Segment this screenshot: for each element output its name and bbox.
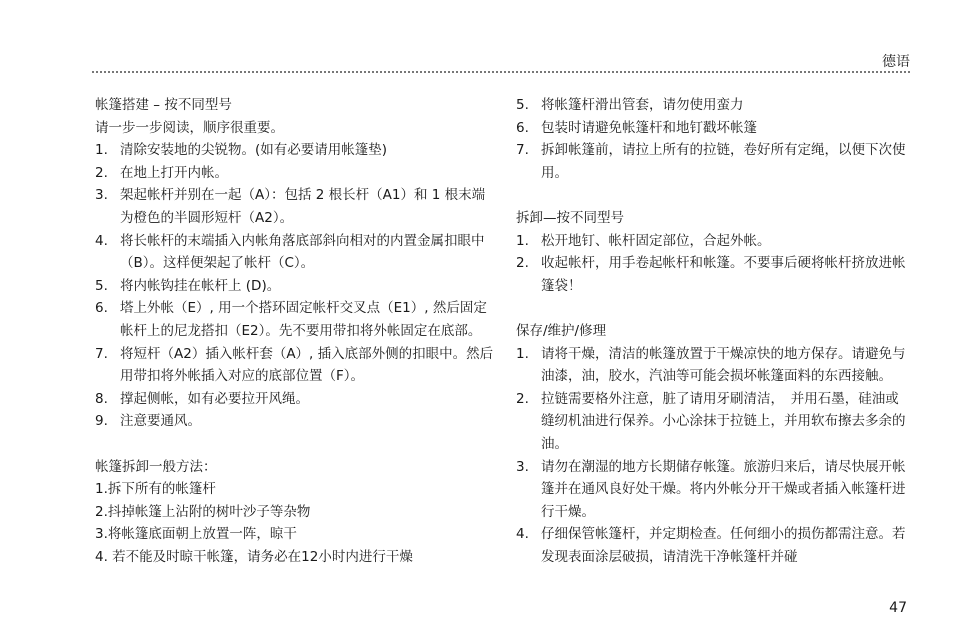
item-text: 收起帐杆，用手卷起帐杆和帐篷。不要事后硬将帐杆挤放进帐篷袋！ bbox=[541, 255, 906, 294]
general-removal-line: 4. 若不能及时晾干帐篷，请务必在12小时内进行干燥 bbox=[95, 548, 413, 565]
item-text: 在地上打开内帐。 bbox=[120, 164, 228, 181]
list-item bbox=[95, 230, 495, 275]
section-spacer bbox=[516, 184, 912, 207]
item-text: 拉链需要格外注意，脏了请用牙刷清洁， 并用石墨，硅油或缝纫机油进行保养。小心涂抹于拉链上，并用软布擦去多余的油。 bbox=[541, 390, 906, 452]
item-number: 8. bbox=[95, 390, 108, 407]
list-item bbox=[516, 456, 912, 524]
left-column bbox=[95, 94, 495, 568]
item-number: 1. bbox=[516, 232, 529, 249]
item-text: 将帐篷杆滑出管套，请勿使用蛮力 bbox=[541, 97, 744, 113]
general-removal-line: 3.将帐篷底面朝上放置一阵，晾干 bbox=[95, 526, 297, 543]
item-number: 1. bbox=[516, 345, 529, 362]
item-text: 请勿在潮湿的地方长期储存帐篷。旅游归来后，请尽快展开帐篷并在通风良好处干燥。将内外帐分开干燥或者插入帐篷杆进行干燥。 bbox=[541, 458, 906, 520]
list-item bbox=[95, 139, 495, 162]
item-text: 撑起侧帐，如有必要拉开风绳。 bbox=[120, 390, 309, 407]
item-text: 塔上外帐（E）, 用一个搭环固定帐杆交叉点（E1）, 然后固定帐杆上的尼龙搭扣（E2）。先不要用带扣将外帐固定在底部。 bbox=[120, 300, 487, 339]
item-text: 拆卸帐篷前，请拉上所有的拉链，卷好所有定绳，以便下次使用。 bbox=[541, 142, 906, 181]
item-text: 请将干燥，清洁的帐篷放置于干燥凉快的地方保存。请避免与油漆，油，胶水，汽油等可能会损坏帐篷面料的东西接触。 bbox=[541, 345, 906, 385]
general-removal-line: 2.抖掉帐篷上沾附的树叶沙子等杂物 bbox=[95, 503, 311, 520]
list-item bbox=[95, 275, 495, 298]
item-number: 7. bbox=[516, 142, 529, 159]
item-text: 松开地钉、帐杆固定部位，合起外帐。 bbox=[541, 232, 771, 249]
list-item bbox=[516, 117, 912, 140]
item-number: 2. bbox=[516, 255, 529, 272]
list-item bbox=[95, 343, 495, 388]
item-number: 2. bbox=[516, 390, 529, 407]
list-item bbox=[516, 139, 912, 184]
general-removal-line: 1.拆下所有的帐篷杆 bbox=[95, 481, 216, 498]
item-number: 7. bbox=[95, 345, 108, 362]
item-text: 将长帐杆的末端插入内帐角落底部斜向相对的内置金属扣眼中（B）。这样便架起了帐杆（C）。 bbox=[120, 232, 485, 272]
list-item bbox=[516, 94, 912, 117]
general-removal-title: 帐篷拆卸一般方法： bbox=[95, 458, 217, 475]
setup-intro: 请一步一步阅读，顺序很重要。 bbox=[95, 119, 284, 136]
removal-steps-list bbox=[516, 230, 912, 298]
removal-title: 拆卸—按不同型号 bbox=[516, 209, 624, 226]
list-item bbox=[95, 184, 495, 229]
list-item bbox=[516, 388, 912, 456]
care-steps-list bbox=[516, 343, 912, 569]
item-text: 清除安装地的尖锐物。(如有必要请用帐篷垫) bbox=[120, 142, 388, 159]
item-text: 包装时请避免帐篷杆和地钉戳坏帐篷 bbox=[541, 119, 757, 136]
item-number: 5. bbox=[516, 97, 529, 113]
care-title: 保存/维护/修理 bbox=[516, 322, 607, 339]
list-item bbox=[95, 162, 495, 185]
right-column bbox=[516, 94, 912, 568]
item-text: 仔细保管帐篷杆，并定期检查。任何细小的损伤都需注意。若发现表面涂层破损，请清洗干净帐篷杆并碰 bbox=[541, 526, 906, 565]
item-number: 6. bbox=[516, 119, 529, 136]
list-item bbox=[516, 523, 912, 568]
setup-steps-list bbox=[95, 139, 495, 433]
language-label: 德语 bbox=[882, 54, 910, 70]
item-text: 将短杆（A2）插入帐杆套（A）, 插入底部外侧的扣眼中。然后用带扣将外帐插入对应的底部位置（F）。 bbox=[120, 345, 494, 385]
item-text: 注意要通风。 bbox=[120, 413, 201, 430]
list-item bbox=[95, 297, 495, 342]
list-item bbox=[516, 230, 912, 253]
dotted-divider bbox=[92, 71, 910, 73]
item-text: 将内帐钩挂在帐杆上 (D)。 bbox=[120, 277, 281, 294]
item-number: 4. bbox=[95, 232, 108, 249]
section-spacer bbox=[95, 433, 495, 456]
item-number: 9. bbox=[95, 413, 108, 430]
item-number: 1. bbox=[95, 142, 108, 159]
list-item bbox=[516, 343, 912, 388]
continued-steps-list bbox=[516, 94, 912, 184]
item-text: 架起帐杆并别在一起（A）：包括 2 根长杆（A1）和 1 根末端为橙色的半圆形短杆（A2）。 bbox=[120, 187, 486, 226]
item-number: 2. bbox=[95, 164, 108, 181]
item-number: 3. bbox=[516, 458, 529, 475]
setup-title: 帐篷搭建 – 按不同型号 bbox=[95, 97, 232, 113]
list-item bbox=[95, 410, 495, 433]
list-item bbox=[95, 388, 495, 411]
item-number: 5. bbox=[95, 277, 108, 294]
list-item bbox=[516, 252, 912, 297]
item-number: 4. bbox=[516, 526, 529, 543]
item-number: 3. bbox=[95, 187, 108, 204]
section-spacer bbox=[516, 297, 912, 320]
page-number: 47 bbox=[889, 600, 907, 616]
item-number: 6. bbox=[95, 300, 108, 317]
